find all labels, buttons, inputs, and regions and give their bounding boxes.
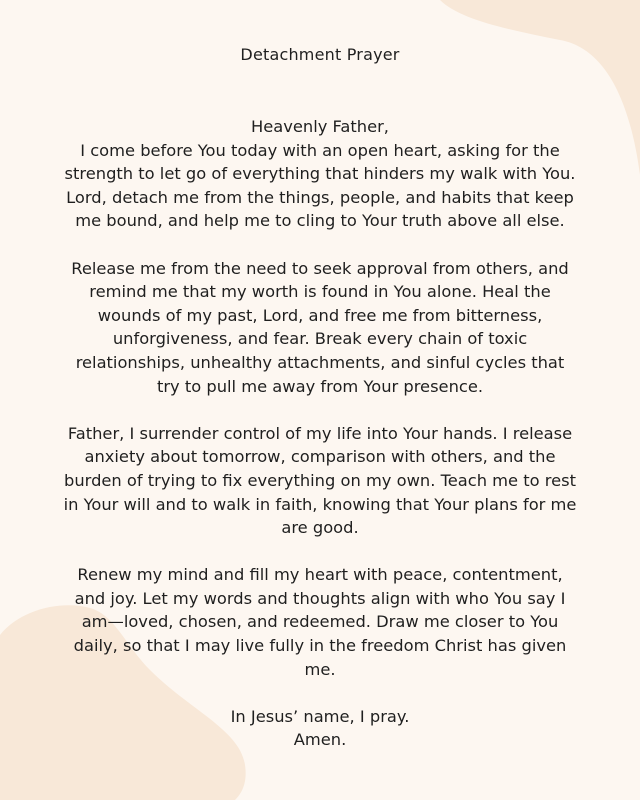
paragraph-closing: In Jesus’ name, I pray. Amen.	[230, 706, 410, 750]
paragraph-release: Release me from the need to seek approval from others, and remind me that my worth is found in You alone. Heal the wounds of my past, Lord, and free me from bitterness, unforgiveness, and fear. Break every chain of toxic relationships, unhealthy attachments, and sinful cycles that try to pull me away from Your presence.	[71, 258, 569, 396]
prayer-document	[40, 43, 600, 752]
document-title: Detachment Prayer	[240, 45, 400, 64]
paragraph-surrender: Father, I surrender control of my life into Your hands. I release anxiety about tomorrow, comparison with others, and the burden of trying to fix everything on my own. Teach me to rest in Your will and to walk in faith, knowing that Your plans for me are good.	[63, 423, 577, 538]
prayer-body	[40, 115, 600, 752]
paragraph-renew: Renew my mind and fill my heart with peace, contentment, and joy. Let my words and thoughts align with who You say I am—loved, chosen, and redeemed. Draw me closer to You daily, so that I may live fully in the freedom Christ has given me.	[73, 565, 567, 679]
paragraph-opening: Heavenly Father, I come before You today with an open heart, asking for the strength to let go of everything that hinders my walk with You. Lord, detach me from the things, people, and habits that keep me bound, and help me to cling to Your truth above all else.	[64, 117, 576, 231]
